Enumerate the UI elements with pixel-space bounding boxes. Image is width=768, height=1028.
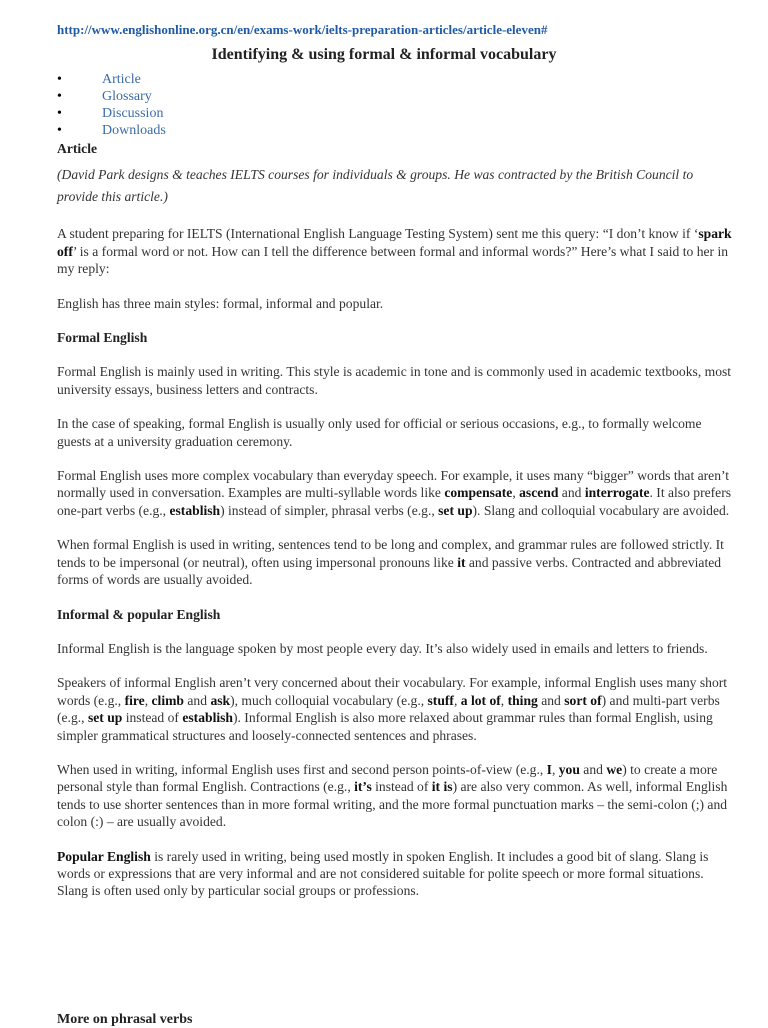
article-body <box>57 140 737 900</box>
nav-link-discussion[interactable]: Discussion <box>102 106 164 121</box>
informal-paragraph-2: Speakers of informal English aren’t very concerned about their vocabulary. For example, informal English uses many short words (e.g., fire, climb and ask), much colloquial vocabulary (e.g., stuff, a lot of, thing and sort of) and multi-part verbs (e.g., set up instead of establish). Informal English is also more relaxed about grammar rules than formal English, using simpler grammatical structures and loosely-connected sentences and phrases. <box>57 675 728 743</box>
nav-link-glossary[interactable]: Glossary <box>102 89 152 104</box>
informal-paragraph-3: When used in writing, informal English uses first and second person points-of-view (e.g., I, you and we) to create a more personal style than formal English. Contractions (e.g., it’s instead of it is) are also very common. As well, informal English tends to use shorter sentences than in more formal writing, and the more formal punctuation marks – the semi-colon (;) and colon (:) – are usually avoided. <box>57 761 728 830</box>
nav-link-article[interactable]: Article <box>102 72 141 87</box>
formal-paragraph-1: Formal English is mainly used in writing. This style is academic in tone and is commonly used in academic textbooks, most university essays, business letters and contracts. <box>57 364 732 397</box>
nav-link-downloads[interactable]: Downloads <box>102 123 166 138</box>
bullet-icon: • <box>57 72 62 87</box>
source-url[interactable]: http://www.englishonline.org.cn/en/exams-work/ielts-preparation-articles/article-eleven# <box>57 22 548 37</box>
formal-paragraph-2: In the case of speaking, formal English is usually only used for official or serious occasions, e.g., to formally welcome guests at a university graduation ceremony. <box>57 416 702 449</box>
styles-paragraph: English has three main styles: formal, informal and popular. <box>57 295 384 311</box>
bullet-icon: • <box>57 106 62 121</box>
author-byline: (David Park designs & teaches IELTS courses for individuals & groups. He was contracted by the British Council to provide this article.) <box>57 167 694 205</box>
formal-paragraph-4: When formal English is used in writing, sentences tend to be long and complex, and grammar rules are followed strictly. It tends to be impersonal (or neutral), often using impersonal pronouns like it and passive verbs. Contracted and abbreviated forms of words are usually avoided. <box>57 537 724 588</box>
bullet-icon: • <box>57 89 62 104</box>
formal-paragraph-3: Formal English uses more complex vocabulary than everyday speech. For example, it uses many “bigger” words that aren’t normally used in conversation. Examples are multi-syllable words like compensate, ascend and interrogate. It also prefers one-part verbs (e.g., establish) instead of simpler, phrasal verbs (e.g., set up). Slang and colloquial vocabulary are avoided. <box>57 468 732 518</box>
informal-english-heading: Informal & popular English <box>57 606 221 622</box>
formal-english-heading: Formal English <box>57 330 148 346</box>
bullet-icon: • <box>57 123 62 138</box>
popular-english-paragraph: Popular English is rarely used in writing, being used mostly in spoken English. It includes a good bit of slang. Slang is words or expressions that are very informal and are not considered suitable for polite speech or more formal situations. Slang is often used only by particular social groups or professions. <box>57 848 709 899</box>
more-phrasal-verbs-heading: More on phrasal verbs <box>57 1012 193 1027</box>
document-title: Identifying & using formal & informal vocabulary <box>211 46 557 63</box>
intro-paragraph: A student preparing for IELTS (International English Language Testing System) sent me this query: “I don’t know if ‘spark off’ is a formal word or not. How can I tell the difference between formal and informal words?” Here’s what I said to her in my reply: <box>57 226 732 277</box>
article-heading: Article <box>57 141 97 156</box>
informal-paragraph-1: Informal English is the language spoken by most people every day. It’s also widely used in emails and letters to friends. <box>57 640 708 656</box>
